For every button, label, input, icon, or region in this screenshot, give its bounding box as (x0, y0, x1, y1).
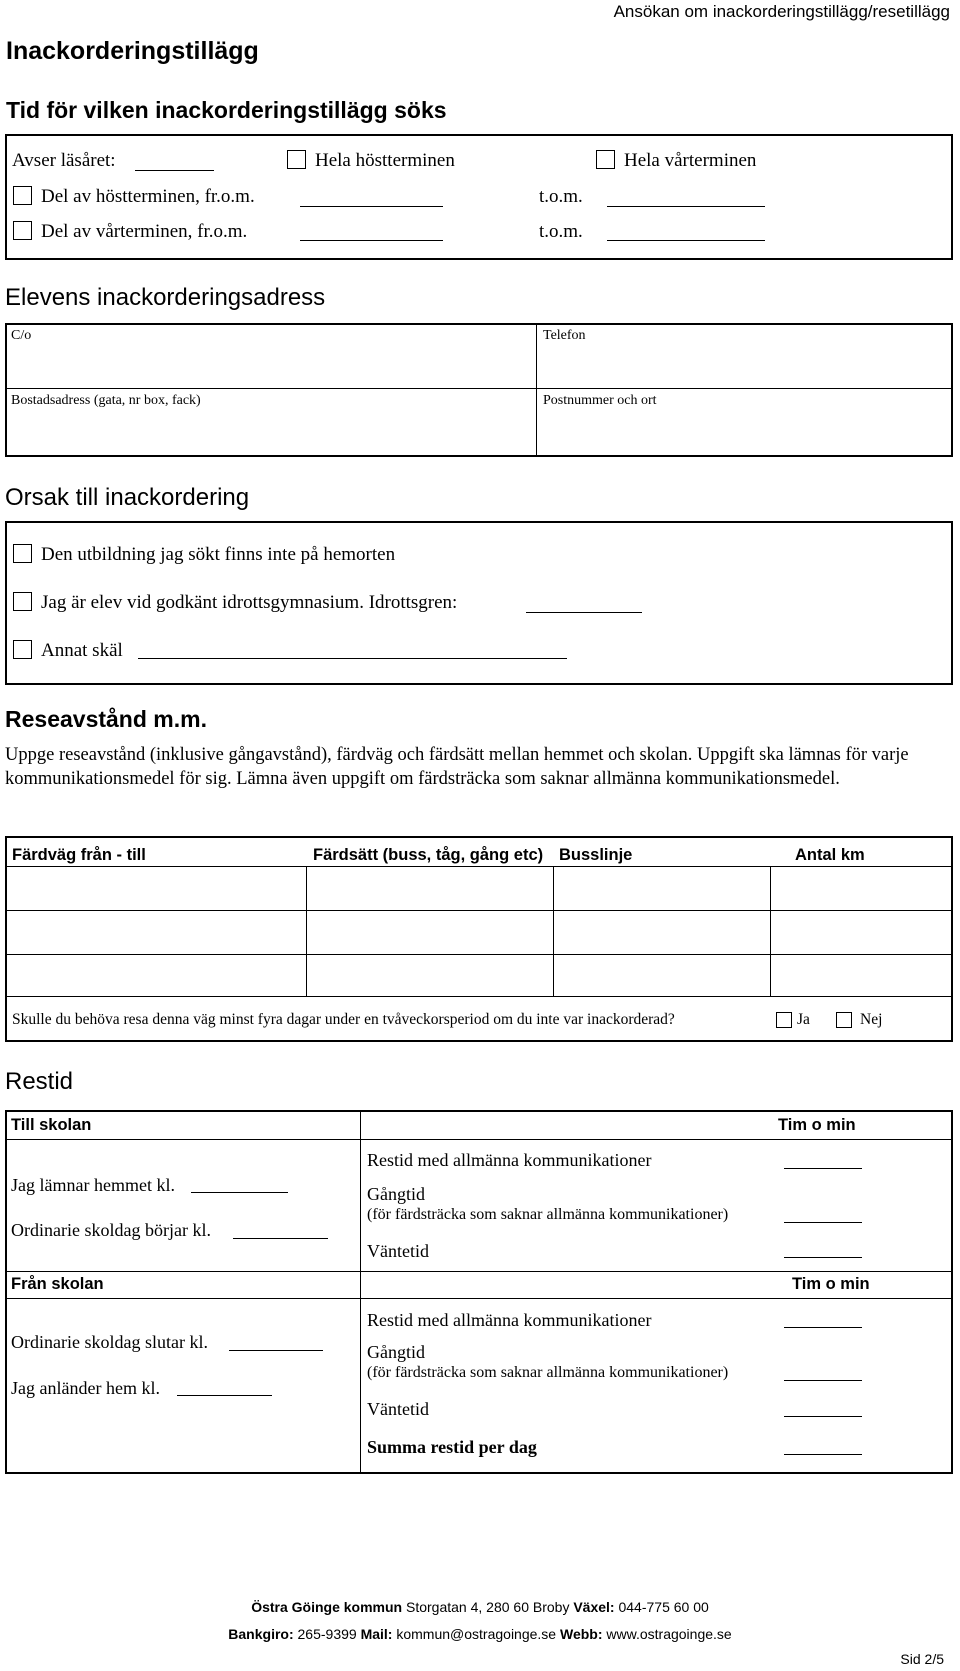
school-year-field[interactable] (135, 170, 214, 171)
answer-yes-label: Ja (797, 1011, 810, 1028)
footer-line-2 (0, 1626, 960, 1642)
part-spring-from-field[interactable] (300, 240, 443, 241)
reason-sports-label: Jag är elev vid godkänt idrottsgymnasium. Idrottsgren: (41, 592, 458, 613)
reason-other-checkbox[interactable] (13, 640, 32, 659)
part-autumn-checkbox[interactable] (13, 186, 32, 205)
col-km-header: Antal km (795, 846, 865, 864)
total-time-field[interactable] (784, 1454, 862, 1455)
postal-label: Postnummer och ort (543, 393, 657, 408)
route-col-divider-2 (553, 866, 554, 996)
walking-note-1: (för färdsträcka som saknar allmänna kommunikationer) (367, 1206, 729, 1223)
address-box (5, 323, 953, 457)
footer-address: Storgatan 4, 280 60 Broby (406, 1599, 570, 1615)
page-title: Inackorderingstillägg (6, 37, 259, 65)
footer-org: Östra Göinge kommun (251, 1599, 403, 1615)
address-row-divider (7, 388, 951, 389)
part-spring-checkbox[interactable] (13, 221, 32, 240)
travel-time-heading: Restid (5, 1068, 74, 1095)
travel-time-table (5, 1110, 953, 1474)
from-school-header: Från skolan (11, 1275, 104, 1293)
answer-no-checkbox[interactable] (836, 1012, 852, 1028)
address-divider (536, 325, 537, 455)
to-school-unit-header: Tim o min (778, 1116, 856, 1134)
col-route-header: Färdväg från - till (12, 846, 146, 864)
part-autumn-to-field[interactable] (607, 206, 765, 207)
reason-heading: Orsak till inackordering (5, 484, 250, 511)
school-ends-field[interactable] (229, 1350, 323, 1351)
document-type: Ansökan om inackorderingstillägg/resetillägg (613, 2, 950, 21)
school-starts-field[interactable] (233, 1238, 328, 1239)
to-school-header: Till skolan (11, 1116, 92, 1134)
arrive-home-label: Jag anländer hem kl. (11, 1378, 160, 1398)
footer-phone: 044-775 60 00 (618, 1599, 709, 1615)
part-autumn-from-field[interactable] (300, 206, 443, 207)
footer-phone-label: Växel: (573, 1599, 615, 1615)
whole-spring-checkbox[interactable] (596, 150, 615, 169)
route-col-divider-1 (306, 866, 307, 996)
waiting-field-2[interactable] (784, 1416, 862, 1417)
school-ends-label: Ordinarie skoldag slutar kl. (11, 1332, 208, 1352)
to-school-header-line (7, 1139, 951, 1140)
public-transport-label-2: Restid med allmänna kommunikationer (367, 1310, 652, 1330)
leave-home-field[interactable] (191, 1192, 288, 1193)
route-table (5, 836, 953, 1042)
co-label: C/o (11, 328, 32, 343)
from-school-unit-header: Tim o min (792, 1275, 870, 1293)
arrive-home-field[interactable] (177, 1395, 272, 1396)
footer-bankgiro: 265-9399 (297, 1626, 357, 1642)
whole-autumn-checkbox[interactable] (287, 150, 306, 169)
whole-spring-label: Hela vårterminen (624, 150, 757, 171)
footer-bankgiro-label: Bankgiro: (228, 1626, 294, 1642)
period-box (5, 134, 953, 260)
footer-web: www.ostragoinge.se (606, 1626, 732, 1642)
footer-mail-label: Mail: (360, 1626, 393, 1642)
page-number: Sid 2/5 (900, 1651, 944, 1667)
tom-label-1: t.o.m. (539, 186, 583, 207)
walking-field-2[interactable] (784, 1380, 862, 1381)
footer-line-1 (0, 1599, 960, 1615)
walking-label-1: Gångtid (367, 1184, 425, 1204)
col-bus-header: Busslinje (559, 846, 633, 864)
distance-heading: Reseavstånd m.m. (5, 706, 207, 732)
leave-home-label: Jag lämnar hemmet kl. (11, 1175, 175, 1195)
from-school-top-line (7, 1271, 951, 1272)
whole-autumn-label: Hela höstterminen (315, 150, 455, 171)
part-spring-to-field[interactable] (607, 240, 765, 241)
part-autumn-label: Del av höstterminen, fr.o.m. (41, 186, 255, 207)
travel-question: Skulle du behöva resa denna väg minst fyra dagar under en tvåveckorsperiod om du inte var inackorderad? (12, 1011, 675, 1028)
walking-label-2: Gångtid (367, 1342, 425, 1362)
route-col-divider-3 (770, 866, 771, 996)
from-school-header-line (7, 1298, 951, 1299)
other-reason-field[interactable] (138, 658, 567, 659)
public-transport-field-2[interactable] (784, 1327, 862, 1328)
sport-field[interactable] (526, 612, 642, 613)
total-time-label: Summa restid per dag (367, 1437, 537, 1457)
phone-label: Telefon (543, 328, 586, 343)
reason-box (5, 521, 953, 685)
waiting-label-2: Väntetid (367, 1399, 429, 1419)
period-heading: Tid för vilken inackorderingstillägg söks (6, 97, 447, 123)
distance-instructions: Uppge reseavstånd (inklusive gångavstånd), färdväg och färdsätt mellan hemmet och skolan. Uppgift ska lämnas för varje kommunikationsmedel för sig. Lämna även uppgift om färdsträcka som saknar allmänna kommunikationsmedel. (5, 745, 909, 789)
school-year-label: Avser läsåret: (12, 150, 116, 171)
reason-education-label: Den utbildning jag sökt finns inte på hemorten (41, 544, 396, 565)
travel-col-divider (360, 1112, 361, 1472)
reason-sports-checkbox[interactable] (13, 592, 32, 611)
answer-no-label: Nej (860, 1011, 883, 1028)
route-row-line-1 (7, 910, 951, 911)
route-row-line-2 (7, 954, 951, 955)
answer-yes-checkbox[interactable] (776, 1012, 792, 1028)
col-mode-header: Färdsätt (buss, tåg, gång etc) (313, 846, 544, 864)
walking-note-2: (för färdsträcka som saknar allmänna kommunikationer) (367, 1364, 729, 1381)
route-row-line-3 (7, 996, 951, 997)
waiting-label-1: Väntetid (367, 1241, 429, 1261)
reason-education-checkbox[interactable] (13, 544, 32, 563)
walking-field-1[interactable] (784, 1222, 862, 1223)
waiting-field-1[interactable] (784, 1257, 862, 1258)
address-heading: Elevens inackorderingsadress (5, 284, 326, 311)
public-transport-field-1[interactable] (784, 1168, 862, 1169)
tom-label-2: t.o.m. (539, 221, 583, 242)
footer-mail: kommun@ostragoinge.se (396, 1626, 557, 1642)
route-header-line (7, 866, 951, 867)
reason-other-label: Annat skäl (41, 640, 123, 661)
street-label: Bostadsadress (gata, nr box, fack) (11, 393, 201, 408)
footer-web-label: Webb: (560, 1626, 603, 1642)
public-transport-label-1: Restid med allmänna kommunikationer (367, 1150, 652, 1170)
school-starts-label: Ordinarie skoldag börjar kl. (11, 1220, 211, 1240)
part-spring-label: Del av vårterminen, fr.o.m. (41, 221, 248, 242)
